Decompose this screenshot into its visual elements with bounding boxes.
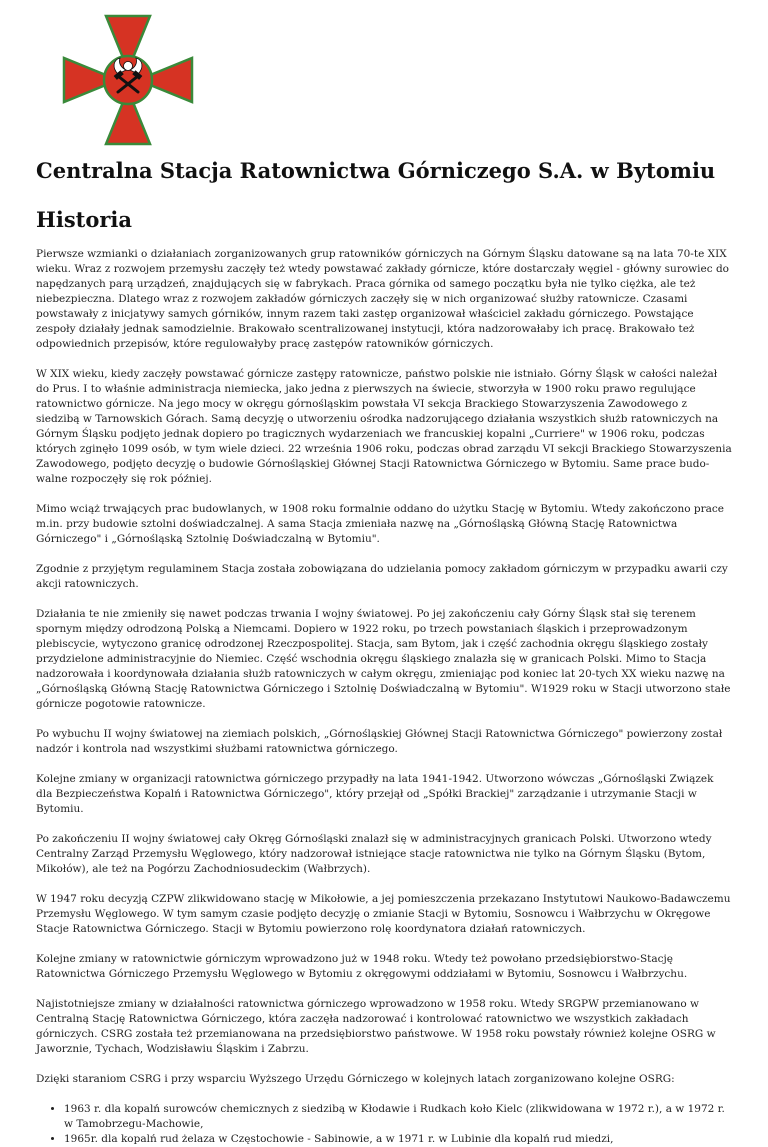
paragraph: Kolejne zmiany w organizacji ratownictwa górniczego przypadły na lata 1941-1942. Utworzono wówczas „Górnośląski Związek dla Bezpieczeństwa Kopalń i Ratownictwa Górniczego", który przejął od „Spółki Brackiej" zarządzanie i utrzymanie Stacji w Bytomiu. bbox=[36, 773, 714, 815]
paragraph: Mimo wciąż trwających prac budowlanych, w 1908 roku formalnie oddano do użytku Stację w Bytomiu. Wtedy zakończono prace m.in. przy budowie sztolni doświadczalnej. A sama Stacja zmieniała nazwę na „Górnośląską Główną Stację Ratownictwa Górniczego" i „Górnośląską Sztolnię Doświadczalną w Bytomiu". bbox=[36, 503, 724, 545]
paragraph: W 1947 roku decyzją CZPW zlikwidowano stację w Mikołowie, a jej pomieszczenia przekazano Instytutowi Naukowo-Badawczemu Przemysłu Węglowego. W tym samym czasie podjęto decyzję o zmianie Stacji w Bytomiu, Sosnowcu i Wałbrzychu w Okręgowe Stacje Ratownictwa Górniczego. Stacji w Bytomiu powierzono rolę koordynatora działań ratowniczych. bbox=[36, 893, 731, 935]
list-item: • 1963 r. dla kopalń surowców chemicznych z siedzibą w Kłodawie i Rudkach koło Kielc (zlikwidowana w 1972 r.), a w 1972 r. w Tamobrzegu-Machowie, bbox=[64, 1102, 732, 1132]
paragraph: Dzięki staraniom CSRG i przy wsparciu Wyższego Urzędu Górniczego w kolejnych latach zorganizowano kolejne OSRG: bbox=[36, 1073, 675, 1085]
mining-rescue-cross-icon bbox=[60, 12, 196, 148]
paragraph: Kolejne zmiany w ratownictwie górniczym wprowadzono już w 1948 roku. Wtedy też powołano przedsiębiorstwo-Stację Ratownictwa Górniczego Przemysłu Węglowego w Bytomiu z okręgowymi oddziałami w Bytomiu, Sosnowcu i Wałbrzychu. bbox=[36, 953, 688, 980]
paragraph: W XIX wieku, kiedy zaczęły powstawać górnicze zastępy ratownicze, państwo polskie nie istniało. Górny Śląsk w całości należał do Prus. I to właśnie administracja niemiecka, jako jedna z pierwszych na świecie, stworzyła w 1900 roku prawo regulujące ratownictwo górnicze. Na jego mocy w okręgu górnośląskim powstała VI sekcja Brackiego Stowarzyszenia Zawodowego z siedzibą w Tarnowskich Górach. Samą decyzję o utworzeniu ośrodka nadzorującego działania wszystkich służb ratowniczych na Górnym Śląsku podjęto jednak dopiero po tragicznych wydarzeniach we francuskiej kopalni „Curriere" w 1906 roku, podczas których zginęło 1099 osób, w tym wiele dzieci. 22 września 1906 roku, podczas obrad zarządu VI sekcji Brackiego Stowarzyszenia Zawodowego, podjęto decyzję o budowie Górnośląskiej Głównej Stacji Ratownictwa Górniczego w Bytomiu. Same prace budo-walne rozpoczęły się rok później. bbox=[36, 368, 732, 485]
page-title: Centralna Stacja Ratownictwa Górniczego S.A. w Bytomiu bbox=[36, 158, 716, 183]
paragraph: Pierwsze wzmianki o działaniach zorganizowanych grup ratowników górniczych na Górnym Śląsku datowane są na lata 70-te XIX wieku. Wraz z rozwojem przemysłu zaczęły też wtedy powstawać zakłady górnicze, które dostarczały węgiel - główny surowiec do napędzanych parą urządzeń, znajdujących się w fabrykach. Praca górnika od samego początku była nie tylko ciężka, ale też niebezpieczna. Dlatego wraz z rozwojem zakładów górniczych zaczęły się w nich organizować służby ratownicze. Czasami powstawały z inicjatywy samych górników, innym razem taki zastęp organizował właściciel zakładu górniczego. Powstające zespoły działały jednak samodzielnie. Brakowało scentralizowanej instytucji, która nadzorowałaby ich pracę. Brakowało też odpowiednich przepisów, które regulowałyby pracę zastępów ratowników górniczych. bbox=[36, 248, 729, 350]
paragraph: Działania te nie zmieniły się nawet podczas trwania I wojny światowej. Po jej zakończeniu cały Górny Śląsk stał się terenem spornym między odrodzoną Polską a Niemcami. Dopiero w 1922 roku, po trzech powstaniach śląskich i przeprowadzonym plebiscycie, wytyczono granicę odrodzonej Rzeczpospolitej. Stacja, sam Bytom, jak i część zachodnia okręgu śląskiego zostały przydzielone administracyjnie do Niemiec. Część wschodnia okręgu śląskiego znalazła się w granicach Polski. Mimo to Stacja nadzorowała i koordynowała działania służb ratowniczych w całym okręgu, zmieniając pod koniec lat 20-tych XX wieku nazwę na „Górnośląską Główną Stację Ratownictwa Górniczego i Sztolnię Doświadczalną w Bytomiu". W1929 roku w Stacji utworzono stałe górnicze pogotowie ratownicze. bbox=[36, 608, 731, 710]
paragraph: Po wybuchu II wojny światowej na ziemiach polskich, „Górnośląskiej Głównej Stacji Ratownictwa Górniczego" powierzony został nadzór i kontrola nad wszystkimi służbami ratownictwa górniczego. bbox=[36, 728, 723, 755]
paragraph: Najistotniejsze zmiany w działalności ratownictwa górniczego wprowadzono w 1958 roku. Wtedy SRGPW przemianowano w Centralną Stację Ratownictwa Górniczego, która zaczęła nadzorować i kontrolować ratownictwo we wszystkich zakładach górniczych. CSRG została też przemianowana na przedsiębiorstwo państwowe. W 1958 roku powstały również kolejne OSRG w Jaworznie, Tychach, Wodzisławiu Śląskim i Zabrzu. bbox=[36, 998, 716, 1055]
osrg-list bbox=[36, 1102, 732, 1147]
section-heading: Historia bbox=[36, 207, 132, 232]
logo-area bbox=[36, 0, 732, 148]
paragraph: Po zakończeniu II wojny światowej cały Okręg Górnośląski znalazł się w administracyjnych granicach Polski. Utworzono wtedy Centralny Zarząd Przemysłu Węglowego, który nadzorował istniejące stacje ratownictwa nie tylko na Górnym Śląsku (Bytom, Mikołów), ale też na Pogórzu Zachodniosudeckim (Wałbrzych). bbox=[36, 833, 712, 875]
paragraph: Zgodnie z przyjętym regulaminem Stacja została zobowiązana do udzielania pomocy zakładom górniczym w przypadku awarii czy akcji ratowniczych. bbox=[36, 563, 728, 590]
list-item: • 1965r. dla kopalń rud żelaza w Częstochowie - Sabinowie, a w 1971 r. w Lubinie dla kopalń rud miedzi, bbox=[64, 1132, 732, 1147]
